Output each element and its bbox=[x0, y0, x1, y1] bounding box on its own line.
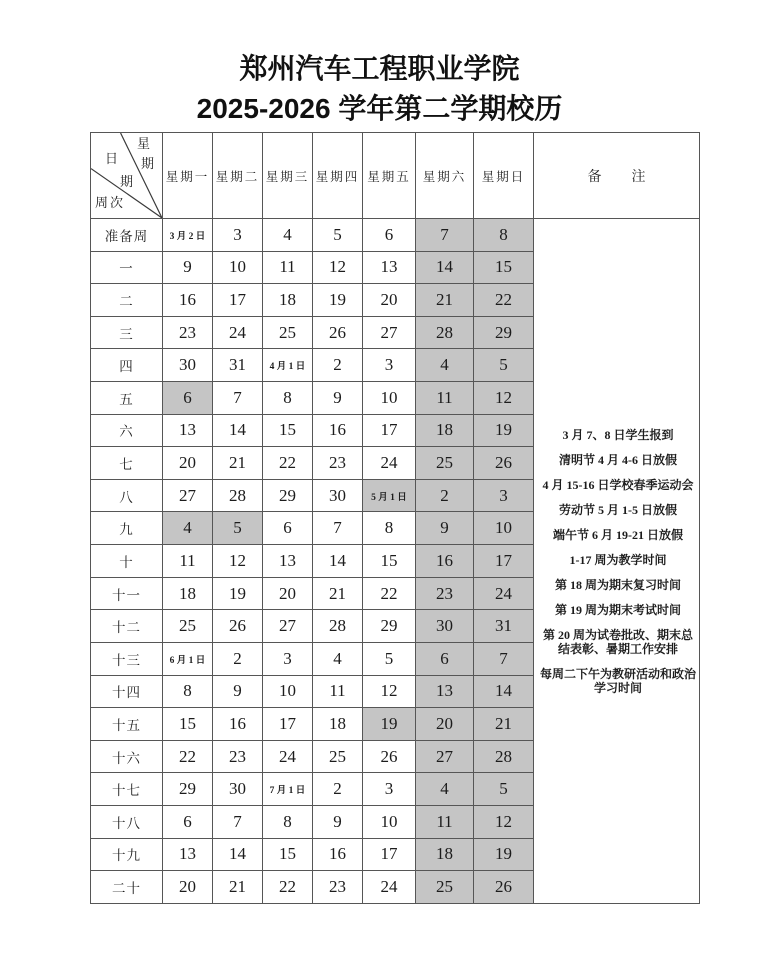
week-label: 十九 bbox=[91, 838, 163, 871]
day-cell: 26 bbox=[474, 447, 534, 480]
day-cell: 14 bbox=[313, 545, 363, 578]
notes-cell bbox=[534, 219, 700, 904]
day-cell: 14 bbox=[416, 251, 474, 284]
day-cell: 20 bbox=[363, 284, 416, 317]
day-cell: 3 bbox=[363, 773, 416, 806]
day-cell: 22 bbox=[263, 871, 313, 904]
day-cell: 6 bbox=[163, 382, 213, 415]
corner-weekday-label: 星 bbox=[137, 136, 151, 151]
day-cell: 6 bbox=[163, 805, 213, 838]
day-cell: 18 bbox=[416, 414, 474, 447]
day-cell: 10 bbox=[474, 512, 534, 545]
day-cell: 12 bbox=[363, 675, 416, 708]
day-cell: 5 bbox=[474, 349, 534, 382]
day-cell: 22 bbox=[363, 577, 416, 610]
day-cell: 11 bbox=[313, 675, 363, 708]
day-cell: 29 bbox=[474, 316, 534, 349]
day-cell: 28 bbox=[474, 740, 534, 773]
day-cell: 11 bbox=[163, 545, 213, 578]
day-cell: 24 bbox=[263, 740, 313, 773]
note-item: 清明节 4 月 4-6 日放假 bbox=[559, 452, 677, 467]
day-cell: 7 bbox=[213, 382, 263, 415]
day-cell: 11 bbox=[416, 805, 474, 838]
note-item: 3 月 7、8 日学生报到 bbox=[562, 427, 674, 442]
week-label: 十五 bbox=[91, 708, 163, 741]
week-label: 准备周 bbox=[91, 219, 163, 252]
remark-header bbox=[534, 133, 700, 219]
day-cell: 4 bbox=[416, 349, 474, 382]
week-label: 四 bbox=[91, 349, 163, 382]
day-cell: 23 bbox=[313, 871, 363, 904]
day-cell: 8 bbox=[474, 219, 534, 252]
week-label: 六 bbox=[91, 414, 163, 447]
day-cell: 15 bbox=[363, 545, 416, 578]
day-cell: 19 bbox=[363, 708, 416, 741]
week-label: 二十 bbox=[91, 871, 163, 904]
day-cell: 25 bbox=[313, 740, 363, 773]
day-header: 星期二 bbox=[213, 133, 263, 219]
day-cell: 6 bbox=[363, 219, 416, 252]
week-row bbox=[91, 219, 700, 252]
week-label: 十二 bbox=[91, 610, 163, 643]
day-cell: 16 bbox=[416, 545, 474, 578]
week-label: 二 bbox=[91, 284, 163, 317]
note-item: 端午节 6 月 19-21 日放假 bbox=[553, 527, 683, 542]
day-cell: 10 bbox=[213, 251, 263, 284]
day-header: 星期六 bbox=[416, 133, 474, 219]
calendar-table bbox=[90, 132, 700, 904]
day-cell: 23 bbox=[313, 447, 363, 480]
day-header: 星期一 bbox=[163, 133, 213, 219]
day-cell: 13 bbox=[363, 251, 416, 284]
day-cell: 19 bbox=[474, 414, 534, 447]
day-cell: 30 bbox=[313, 479, 363, 512]
day-cell: 7 bbox=[474, 642, 534, 675]
remark-header-char: 注 bbox=[631, 169, 646, 185]
day-cell: 12 bbox=[474, 805, 534, 838]
week-label: 一 bbox=[91, 251, 163, 284]
day-cell: 4 bbox=[416, 773, 474, 806]
day-cell: 15 bbox=[263, 838, 313, 871]
notes-list bbox=[534, 219, 699, 903]
day-cell: 25 bbox=[416, 871, 474, 904]
day-cell: 24 bbox=[363, 447, 416, 480]
day-cell: 3 bbox=[263, 642, 313, 675]
day-cell: 21 bbox=[213, 447, 263, 480]
day-cell: 19 bbox=[213, 577, 263, 610]
day-cell: 6 bbox=[263, 512, 313, 545]
day-cell: 7 bbox=[416, 219, 474, 252]
day-cell: 6 月 1 日 bbox=[163, 642, 213, 675]
day-header: 星期四 bbox=[313, 133, 363, 219]
day-cell: 22 bbox=[163, 740, 213, 773]
day-cell: 19 bbox=[474, 838, 534, 871]
day-cell: 24 bbox=[474, 577, 534, 610]
day-cell: 4 bbox=[313, 642, 363, 675]
day-cell: 13 bbox=[163, 414, 213, 447]
note-item: 1-17 周为教学时间 bbox=[569, 552, 667, 567]
remark-header-char: 备 bbox=[587, 169, 602, 185]
day-cell: 20 bbox=[163, 871, 213, 904]
day-cell: 26 bbox=[474, 871, 534, 904]
day-cell: 17 bbox=[363, 838, 416, 871]
school-name-title: 郑州汽车工程职业学院 bbox=[239, 53, 520, 84]
week-label: 十 bbox=[91, 545, 163, 578]
day-cell: 12 bbox=[313, 251, 363, 284]
day-cell: 7 月 1 日 bbox=[263, 773, 313, 806]
day-cell: 9 bbox=[313, 805, 363, 838]
day-cell: 29 bbox=[363, 610, 416, 643]
day-cell: 27 bbox=[363, 316, 416, 349]
day-cell: 14 bbox=[213, 838, 263, 871]
day-cell: 30 bbox=[163, 349, 213, 382]
day-cell: 12 bbox=[474, 382, 534, 415]
day-cell: 29 bbox=[163, 773, 213, 806]
note-item: 第 18 周为期末复习时间 bbox=[554, 577, 681, 592]
day-cell: 18 bbox=[263, 284, 313, 317]
day-cell: 26 bbox=[213, 610, 263, 643]
corner-cell bbox=[91, 133, 163, 219]
week-label: 三 bbox=[91, 316, 163, 349]
day-cell: 23 bbox=[416, 577, 474, 610]
day-cell: 21 bbox=[313, 577, 363, 610]
day-cell: 5 bbox=[363, 642, 416, 675]
calendar-body bbox=[91, 219, 700, 904]
day-cell: 18 bbox=[313, 708, 363, 741]
day-cell: 25 bbox=[263, 316, 313, 349]
day-cell: 9 bbox=[313, 382, 363, 415]
day-cell: 18 bbox=[416, 838, 474, 871]
day-cell: 9 bbox=[416, 512, 474, 545]
day-cell: 8 bbox=[363, 512, 416, 545]
header-row bbox=[91, 133, 700, 219]
week-label: 十三 bbox=[91, 642, 163, 675]
day-cell: 26 bbox=[313, 316, 363, 349]
day-cell: 12 bbox=[213, 545, 263, 578]
day-cell: 17 bbox=[263, 708, 313, 741]
note-item: 第 20 周为试卷批改、期末总结表彰、暑期工作安排 bbox=[542, 627, 693, 656]
day-cell: 2 bbox=[313, 349, 363, 382]
day-cell: 19 bbox=[313, 284, 363, 317]
day-cell: 16 bbox=[313, 838, 363, 871]
day-cell: 10 bbox=[363, 382, 416, 415]
day-cell: 17 bbox=[474, 545, 534, 578]
note-item: 第 19 周为期末考试时间 bbox=[554, 602, 681, 617]
day-cell: 20 bbox=[163, 447, 213, 480]
day-cell: 13 bbox=[416, 675, 474, 708]
day-cell: 30 bbox=[213, 773, 263, 806]
day-cell: 26 bbox=[363, 740, 416, 773]
day-cell: 6 bbox=[416, 642, 474, 675]
week-label: 五 bbox=[91, 382, 163, 415]
week-label: 十六 bbox=[91, 740, 163, 773]
day-cell: 11 bbox=[263, 251, 313, 284]
day-cell: 21 bbox=[474, 708, 534, 741]
day-cell: 22 bbox=[263, 447, 313, 480]
day-cell: 31 bbox=[213, 349, 263, 382]
day-header: 星期三 bbox=[263, 133, 313, 219]
day-cell: 27 bbox=[163, 479, 213, 512]
day-cell: 14 bbox=[474, 675, 534, 708]
day-cell: 28 bbox=[213, 479, 263, 512]
day-header: 星期日 bbox=[474, 133, 534, 219]
day-cell: 3 月 2 日 bbox=[163, 219, 213, 252]
day-cell: 16 bbox=[213, 708, 263, 741]
note-item: 劳动节 5 月 1-5 日放假 bbox=[559, 502, 677, 517]
day-cell: 3 bbox=[363, 349, 416, 382]
day-cell: 31 bbox=[474, 610, 534, 643]
day-cell: 2 bbox=[213, 642, 263, 675]
day-cell: 22 bbox=[474, 284, 534, 317]
corner-date-label: 日 bbox=[105, 151, 119, 166]
day-cell: 20 bbox=[416, 708, 474, 741]
day-cell: 24 bbox=[213, 316, 263, 349]
day-cell: 13 bbox=[163, 838, 213, 871]
week-label: 九 bbox=[91, 512, 163, 545]
day-cell: 9 bbox=[163, 251, 213, 284]
day-cell: 25 bbox=[163, 610, 213, 643]
corner-weekday-label: 期 bbox=[141, 156, 155, 171]
day-cell: 25 bbox=[416, 447, 474, 480]
day-cell: 11 bbox=[416, 382, 474, 415]
day-cell: 5 月 1 日 bbox=[363, 479, 416, 512]
day-header: 星期五 bbox=[363, 133, 416, 219]
day-cell: 4 月 1 日 bbox=[263, 349, 313, 382]
day-cell: 23 bbox=[163, 316, 213, 349]
day-cell: 15 bbox=[474, 251, 534, 284]
week-label: 十七 bbox=[91, 773, 163, 806]
day-cell: 17 bbox=[363, 414, 416, 447]
day-cell: 21 bbox=[213, 871, 263, 904]
day-cell: 30 bbox=[416, 610, 474, 643]
day-cell: 16 bbox=[163, 284, 213, 317]
day-cell: 10 bbox=[263, 675, 313, 708]
day-cell: 21 bbox=[416, 284, 474, 317]
corner-date-label: 期 bbox=[120, 174, 134, 189]
day-cell: 3 bbox=[474, 479, 534, 512]
week-label: 十四 bbox=[91, 675, 163, 708]
day-cell: 14 bbox=[213, 414, 263, 447]
day-cell: 15 bbox=[163, 708, 213, 741]
day-cell: 17 bbox=[213, 284, 263, 317]
day-cell: 20 bbox=[263, 577, 313, 610]
corner-week-label: 周次 bbox=[95, 195, 126, 210]
day-cell: 13 bbox=[263, 545, 313, 578]
day-cell: 18 bbox=[163, 577, 213, 610]
day-cell: 7 bbox=[313, 512, 363, 545]
day-cell: 7 bbox=[213, 805, 263, 838]
day-cell: 8 bbox=[163, 675, 213, 708]
day-cell: 24 bbox=[363, 871, 416, 904]
day-cell: 15 bbox=[263, 414, 313, 447]
day-cell: 3 bbox=[213, 219, 263, 252]
note-item: 每周二下午为教研活动和政治学习时间 bbox=[539, 666, 696, 695]
day-cell: 16 bbox=[313, 414, 363, 447]
day-cell: 10 bbox=[363, 805, 416, 838]
semester-title: 2025-2026 学年第二学期校历 bbox=[196, 93, 563, 124]
day-cell: 4 bbox=[163, 512, 213, 545]
week-label: 十一 bbox=[91, 577, 163, 610]
day-cell: 8 bbox=[263, 805, 313, 838]
day-cell: 5 bbox=[213, 512, 263, 545]
day-cell: 2 bbox=[313, 773, 363, 806]
day-cell: 27 bbox=[416, 740, 474, 773]
day-cell: 5 bbox=[313, 219, 363, 252]
day-cell: 28 bbox=[313, 610, 363, 643]
week-label: 七 bbox=[91, 447, 163, 480]
week-label: 十八 bbox=[91, 805, 163, 838]
day-cell: 27 bbox=[263, 610, 313, 643]
day-cell: 29 bbox=[263, 479, 313, 512]
day-cell: 23 bbox=[213, 740, 263, 773]
note-item: 4 月 15-16 日学校春季运动会 bbox=[542, 477, 694, 492]
day-cell: 4 bbox=[263, 219, 313, 252]
day-cell: 2 bbox=[416, 479, 474, 512]
day-cell: 8 bbox=[263, 382, 313, 415]
day-cell: 28 bbox=[416, 316, 474, 349]
week-label: 八 bbox=[91, 479, 163, 512]
day-cell: 5 bbox=[474, 773, 534, 806]
day-cell: 9 bbox=[213, 675, 263, 708]
